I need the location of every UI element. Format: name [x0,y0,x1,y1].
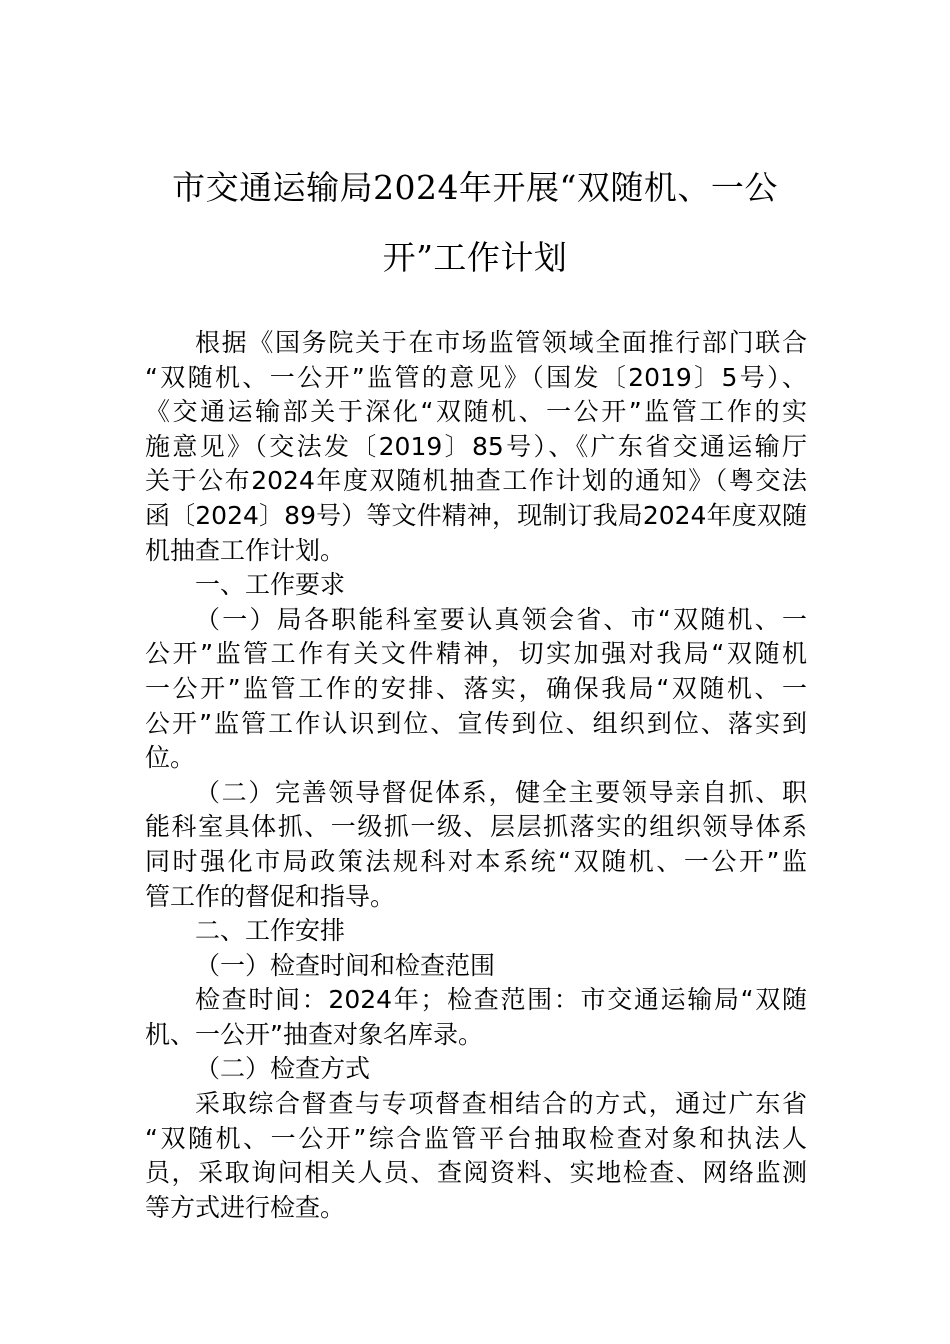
body-line: 同时强化市局政策法规科对本系统“双随机、一公开”监 [145,846,807,876]
body-line: 二、工作安排 [195,916,346,946]
body-line: 采取综合督查与专项督查相结合的方式，通过广东省 [195,1089,807,1119]
body-line: 公开”监管工作有关文件精神，切实加强对我局“双随机 [145,639,807,669]
document-title-line-1: 市交通运输局2024年开展“双随机、一公 [172,168,778,207]
body-line: 员，采取询问相关人员、查阅资料、实地检查、网络监测 [145,1158,807,1188]
body-line: 函〔2024〕89号）等文件精神，现制订我局2024年度双随 [145,500,807,530]
body-line: 一公开”监管工作的安排、落实，确保我局“双随机、一 [145,673,807,703]
body-line: “双随机、一公开”综合监管平台抽取检查对象和执法人 [145,1123,807,1153]
body-line: （二）完善领导督促体系，健全主要领导亲自抓、职 [195,777,807,807]
body-line: 能科室具体抓、一级抓一级、层层抓落实的组织领导体系 [145,812,807,842]
body-line: 位。 [145,743,196,773]
body-line: 机抽查工作计划。 [145,535,346,565]
body-line: 《交通运输部关于深化“双随机、一公开”监管工作的实 [145,397,807,427]
body-line: 施意见》（交法发〔2019〕85号）、《广东省交通运输厅 [145,431,807,461]
body-line: 机、一公开”抽查对象名库录。 [145,1019,483,1049]
body-line: 检查时间：2024年；检查范围：市交通运输局“双随 [195,985,807,1015]
body-line: 关于公布2024年度双随机抽查工作计划的通知》（粤交法 [145,466,807,496]
body-line: 根据《国务院关于在市场监管领域全面推行部门联合 [195,328,807,357]
body-line: （二）检查方式 [195,1054,371,1084]
body-line: 公开”监管工作认识到位、宣传到位、组织到位、落实到 [145,708,807,738]
body-line: 一、工作要求 [195,570,346,600]
body-line: 等方式进行检查。 [145,1192,346,1222]
body-line: （一）局各职能科室要认真领会省、市“双随机、一 [195,604,807,634]
document-title-line-2: 开”工作计划 [382,238,568,277]
document-body [145,326,807,1225]
body-line: （一）检查时间和检查范围 [195,950,496,980]
body-line: “双随机、一公开”监管的意见》（国发〔2019〕5号）、 [145,362,807,392]
body-line: 管工作的督促和指导。 [145,881,396,911]
